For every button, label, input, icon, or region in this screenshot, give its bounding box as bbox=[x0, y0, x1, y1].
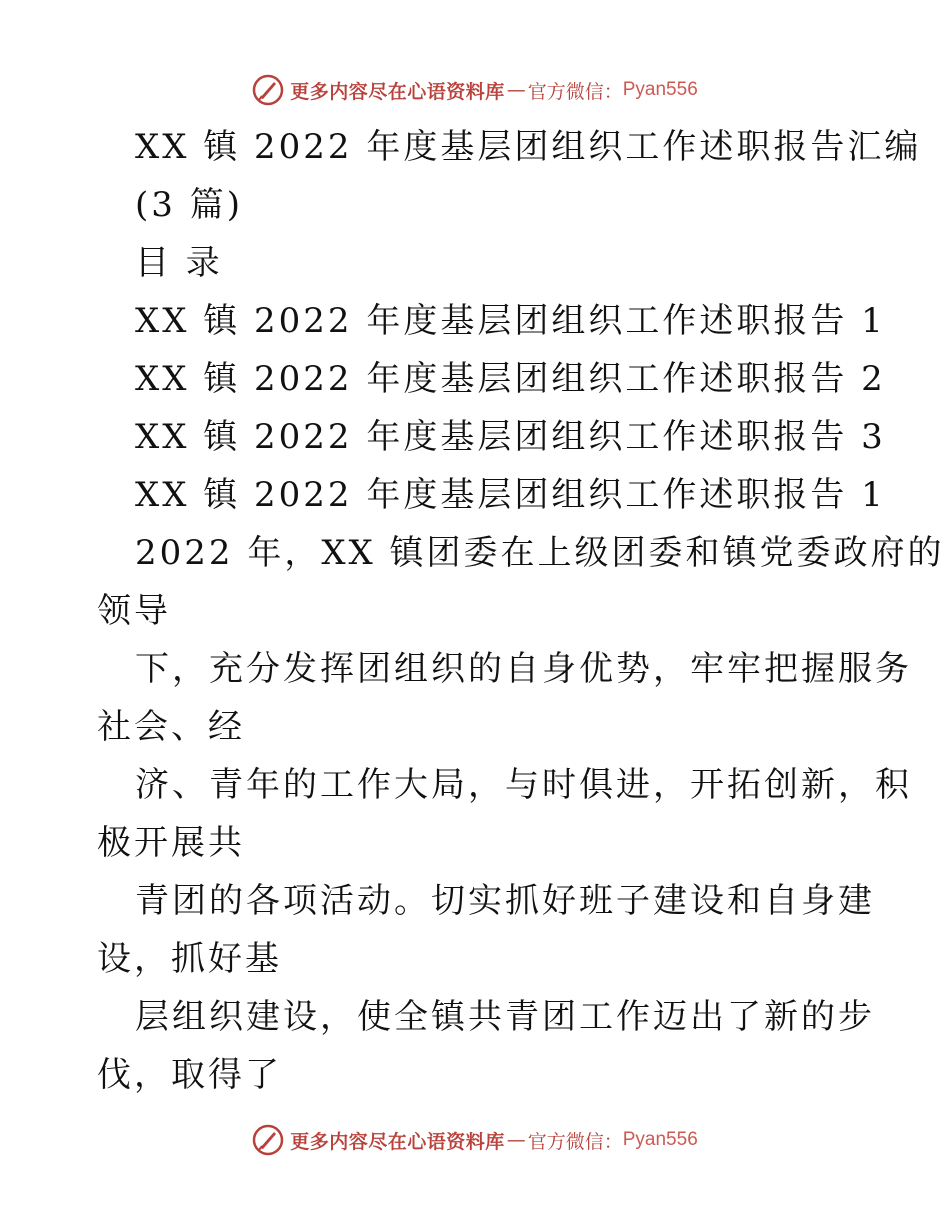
quill-logo-icon bbox=[252, 1124, 284, 1156]
quill-logo-icon bbox=[252, 74, 284, 106]
watermark-banner-bottom bbox=[0, 1120, 950, 1160]
document-body bbox=[97, 118, 945, 1104]
document-title: XX 镇 2022 年度基层团组织工作述职报告汇编 bbox=[135, 127, 922, 167]
watermark-brand: 更多内容尽在心语资料库 bbox=[290, 80, 505, 103]
paragraph-line: 领导 bbox=[97, 591, 171, 631]
watermark-separator: — bbox=[506, 79, 526, 101]
watermark-id: Pyan556 bbox=[622, 79, 698, 100]
watermark-banner-top bbox=[0, 70, 950, 110]
paragraph-line: 下，充分发挥团组织的自身优势，牢牢把握服务 bbox=[135, 649, 912, 689]
toc-item: XX 镇 2022 年度基层团组织工作述职报告 3 bbox=[135, 417, 886, 457]
paragraph-line: 层组织建设，使全镇共青团工作迈出了新的步 bbox=[135, 997, 875, 1037]
toc-heading: 目 录 bbox=[135, 243, 223, 283]
paragraph-line: 伐，取得了 bbox=[97, 1055, 282, 1095]
watermark-label: 官方微信： bbox=[527, 80, 623, 103]
watermark-brand: 更多内容尽在心语资料库 bbox=[290, 1130, 505, 1153]
paragraph-line: 设，抓好基 bbox=[97, 939, 282, 979]
paragraph-line: 青团的各项活动。切实抓好班子建设和自身建 bbox=[135, 881, 875, 921]
document-subtitle: (3 篇) bbox=[135, 185, 243, 225]
paragraph-line: 济、青年的工作大局，与时俱进，开拓创新，积 bbox=[135, 765, 912, 805]
section-heading: XX 镇 2022 年度基层团组织工作述职报告 1 bbox=[135, 475, 886, 515]
toc-item: XX 镇 2022 年度基层团组织工作述职报告 1 bbox=[135, 301, 886, 341]
paragraph-line: 社会、经 bbox=[97, 707, 245, 747]
watermark-id: Pyan556 bbox=[622, 1129, 698, 1150]
paragraph-line: 极开展共 bbox=[97, 823, 245, 863]
watermark-separator: — bbox=[506, 1129, 526, 1151]
toc-item: XX 镇 2022 年度基层团组织工作述职报告 2 bbox=[135, 359, 886, 399]
watermark-label: 官方微信： bbox=[527, 1130, 623, 1153]
paragraph-line: 2022 年，XX 镇团委在上级团委和镇党委政府的 bbox=[135, 533, 945, 573]
